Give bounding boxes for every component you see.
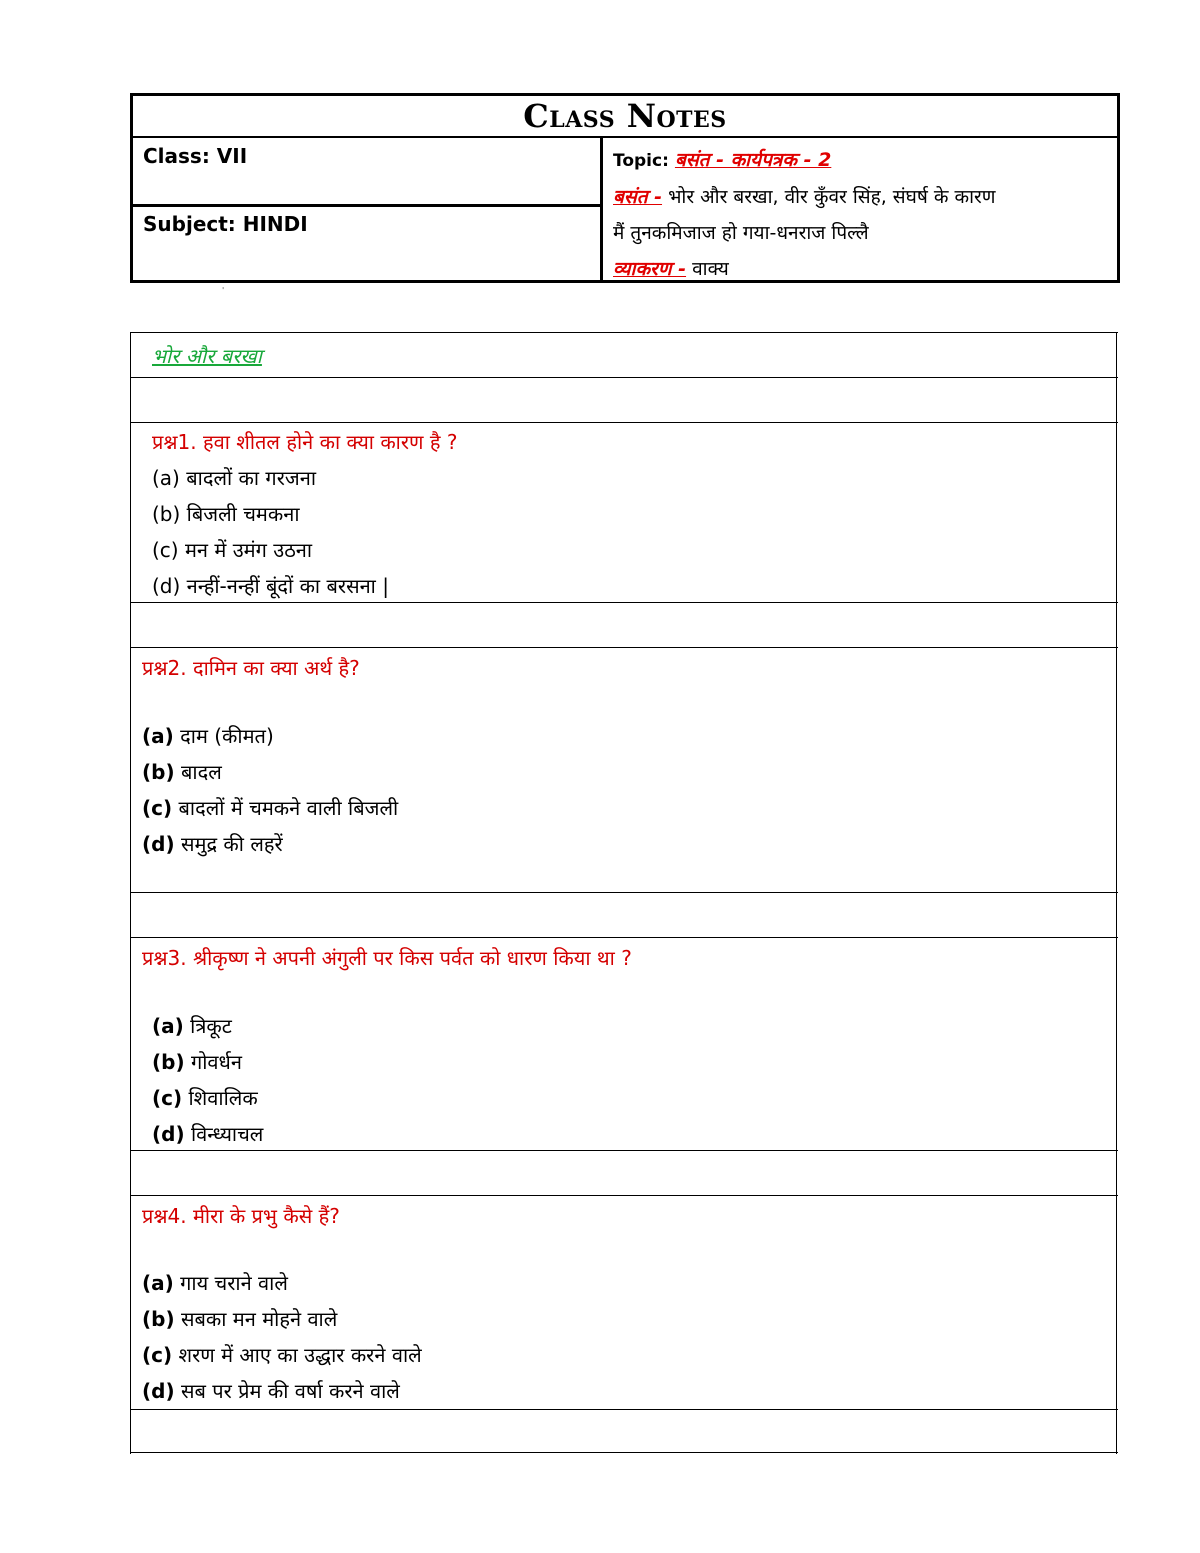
rule-line — [130, 647, 1118, 648]
rule-line — [130, 937, 1118, 938]
q2-option-b — [142, 758, 222, 785]
q2-option-a — [142, 722, 274, 749]
q3-option-b-label: (b) — [152, 1050, 185, 1074]
q4-option-b-label: (b) — [142, 1307, 175, 1331]
q4-option-b — [142, 1305, 337, 1332]
left-border — [130, 332, 131, 1454]
vyakaran-value: वाक्य — [692, 258, 729, 280]
q4-option-d-label: (d) — [142, 1379, 175, 1403]
q4-option-b-text: सबका मन मोहने वाले — [180, 1307, 338, 1331]
header-title: Class Notes — [133, 96, 1117, 138]
rule-line — [130, 892, 1118, 893]
q3-option-c-text: शिवालिक — [188, 1086, 258, 1110]
basant-label: बसंत - — [613, 186, 663, 208]
question-3: प्रश्न3. श्रीकृष्ण ने अपनी अंगुली पर किस पर्वत को धारण किया था ? — [142, 946, 632, 970]
question-4: प्रश्न4. मीरा के प्रभु कैसे हैं? — [142, 1204, 340, 1228]
q4-option-d — [142, 1377, 400, 1404]
section-title: भोर और बरखा — [152, 344, 262, 368]
vyakaran-label: व्याकरण - — [613, 258, 687, 280]
q2-option-d-text: समुद्र की लहरें — [180, 832, 283, 856]
q4-option-c — [142, 1341, 422, 1368]
q2-option-d — [142, 830, 283, 857]
q1-option-d: (d) नन्हीं-नन्हीं बूंदों का बरसना | — [152, 574, 389, 598]
rule-line — [130, 1150, 1118, 1151]
rule-line — [130, 422, 1118, 423]
rule-line — [130, 1195, 1118, 1196]
q4-option-c-text: शरण में आए का उद्धार करने वाले — [178, 1343, 422, 1367]
q3-option-a-text: त्रिकूट — [190, 1014, 232, 1038]
q4-option-c-label: (c) — [142, 1343, 173, 1367]
rule-line — [130, 1452, 1118, 1453]
topic-line — [613, 142, 1113, 179]
q2-option-c-text: बादलों में चमकने वाली बिजली — [178, 796, 399, 820]
q3-option-d-label: (d) — [152, 1122, 185, 1146]
q3-option-c — [152, 1084, 258, 1111]
class-notes-header — [130, 93, 1120, 283]
q2-option-c — [142, 794, 398, 821]
question-1: प्रश्न1. हवा शीतल होने का क्या कारण है ? — [152, 430, 458, 454]
basant-line — [613, 179, 1113, 215]
q3-option-b-text: गोवर्धन — [190, 1050, 242, 1074]
q1-option-b: (b) बिजली चमकना — [152, 502, 300, 526]
topic-block — [613, 142, 1113, 287]
q2-option-a-label: (a) — [142, 724, 174, 748]
q1-option-a: (a) बादलों का गरजना — [152, 466, 316, 490]
q3-option-c-label: (c) — [152, 1086, 183, 1110]
topic-label: Topic: — [613, 151, 669, 171]
q4-option-a — [142, 1269, 288, 1296]
q2-option-a-text: दाम (कीमत) — [180, 724, 274, 748]
stray-mark: ' — [222, 286, 225, 295]
q2-option-b-label: (b) — [142, 760, 175, 784]
q4-option-a-text: गाय चराने वाले — [180, 1271, 288, 1295]
rule-line — [130, 332, 1118, 333]
q3-option-d — [152, 1120, 263, 1147]
q2-option-d-label: (d) — [142, 832, 175, 856]
right-border — [1116, 332, 1117, 1454]
q1-option-c: (c) मन में उमंग उठना — [152, 538, 313, 562]
question-2: प्रश्न2. दामिन का क्या अर्थ है? — [142, 656, 360, 680]
worksheet-body — [130, 332, 1118, 1454]
q3-option-d-text: विन्ध्याचल — [190, 1122, 264, 1146]
class-label: Class: VII — [143, 144, 248, 168]
rule-line — [130, 377, 1118, 378]
header-divider-horizontal — [133, 204, 600, 207]
q4-option-d-text: सब पर प्रेम की वर्षा करने वाले — [180, 1379, 400, 1403]
basant-lessons-1: भोर और बरखा, वीर कुँवर सिंह, संघर्ष के कारण — [668, 186, 996, 208]
rule-line — [130, 1409, 1118, 1410]
rule-line — [130, 602, 1118, 603]
header-divider-vertical — [600, 136, 603, 280]
vyakaran-line — [613, 251, 1113, 287]
q3-option-a — [152, 1012, 232, 1039]
basant-lessons-2: मैं तुनकमिजाज हो गया-धनराज पिल्लै — [613, 222, 869, 244]
q4-option-a-label: (a) — [142, 1271, 174, 1295]
q3-option-b — [152, 1048, 242, 1075]
q2-option-b-text: बादल — [180, 760, 222, 784]
q3-option-a-label: (a) — [152, 1014, 184, 1038]
topic-value: बसंत - कार्यपत्रक - 2 — [674, 149, 832, 171]
subject-label: Subject: HINDI — [143, 212, 308, 236]
q2-option-c-label: (c) — [142, 796, 173, 820]
